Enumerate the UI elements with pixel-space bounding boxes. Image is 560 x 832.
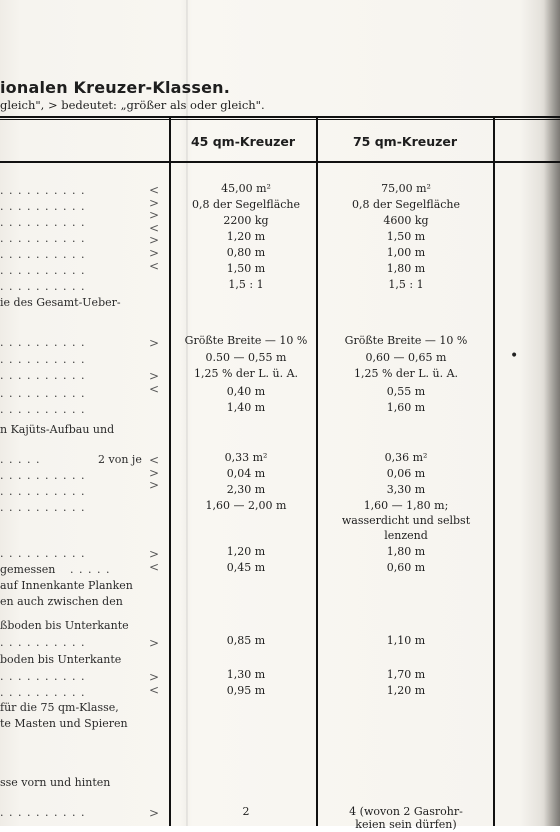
value-75: 1,00 m [386, 246, 426, 259]
dot-leader: . . . . . . . . . . [0, 469, 86, 482]
relation-symbols: > < [148, 670, 160, 697]
value-45: 1,30 m [226, 668, 266, 681]
dot-leader: . . . . . . . . . . [0, 200, 86, 213]
value-45: 1,20 m [226, 545, 266, 558]
dot-leader: . . . . . . . . . . [0, 264, 86, 277]
value-75: 0,55 m [386, 385, 426, 398]
column-header-75: 75 qm-Kreuzer [352, 134, 458, 149]
value-45: 0,85 m [226, 634, 266, 647]
dot-leader: . . . . . . . . . . [0, 806, 86, 819]
value-45: 0,33 m² [224, 451, 268, 464]
value-75: 0,60 m [386, 561, 426, 574]
value-75: 1,20 m [386, 684, 426, 697]
relation-symbols: > < [148, 547, 160, 574]
row-label-fragment: 2 von je [98, 453, 142, 466]
value-45: 0,04 m [226, 467, 266, 480]
value-75: 1,50 m [386, 230, 426, 243]
relation-symbols: < > > < > > < [148, 183, 160, 273]
value-45: 2,30 m [226, 483, 266, 496]
dot-leader: . . . . . . . . . . [0, 369, 86, 382]
dot-leader: . . . . . . . . . . [0, 485, 86, 498]
value-75: 4 (wovon 2 Gasrohr- [349, 805, 463, 818]
value-75: 0,60 — 0,65 m [365, 351, 447, 364]
table-header-rule [0, 161, 560, 163]
dot-leader: . . . . . . . . . . [0, 387, 86, 400]
value-75: 0,36 m² [384, 451, 428, 464]
value-45: 1,20 m [226, 230, 266, 243]
row-label-fragment: ßboden bis Unterkante [0, 619, 129, 632]
value-45: 2 [242, 805, 250, 818]
dot-leader: . . . . . . . . . . [0, 686, 86, 699]
value-45: 1,50 m [226, 262, 266, 275]
dot-leader: . . . . . . . . . . [0, 336, 86, 349]
dot-leader: . . . . . . . . . . [0, 501, 86, 514]
value-75: 1,70 m [386, 668, 426, 681]
value-45: Größte Breite — 10 % [184, 334, 308, 347]
value-45: 0,80 m [226, 246, 266, 259]
value-75: 1,60 m [386, 401, 426, 414]
dot-leader: . . . . . . . . . . [0, 280, 86, 293]
row-label-fragment: te Masten und Spieren [0, 717, 128, 730]
value-75: 1,10 m [386, 634, 426, 647]
row-label-fragment: für die 75 qm-Klasse, [0, 701, 119, 714]
relation-symbols: > [148, 806, 160, 820]
dot-leader: . . . . . . . . . . [0, 670, 86, 683]
relation-symbols: > [148, 636, 160, 650]
value-45: 1,5 : 1 [228, 278, 264, 291]
value-45: 0,95 m [226, 684, 266, 697]
value-45: 0.50 — 0,55 m [205, 351, 287, 364]
value-45: 0,45 m [226, 561, 266, 574]
page-edge-shadow [544, 0, 560, 826]
value-75: 1,5 : 1 [388, 278, 424, 291]
dot-leader: . . . . . . . . . . [0, 547, 86, 560]
value-75: 1,80 m [386, 262, 426, 275]
row-label-fragment: gemessen [0, 563, 56, 576]
row-label-fragment: sse vorn und hinten [0, 776, 111, 789]
value-75: lenzend [384, 529, 428, 542]
relation-symbols: > [148, 336, 160, 350]
dot-leader: . . . . . . . . . . [0, 248, 86, 261]
value-75: 0,06 m [386, 467, 426, 480]
column-header-45: 45 qm-Kreuzer [190, 134, 296, 149]
column-divider-left [169, 118, 171, 826]
dot-leader: . . . . . . . . . . [0, 636, 86, 649]
value-75: wasserdicht und selbst [341, 514, 471, 527]
value-75: 1,25 % der L. ü. A. [353, 367, 459, 380]
value-45: 1,25 % der L. ü. A. [193, 367, 299, 380]
value-45: 0,8 der Segelfläche [191, 198, 301, 211]
value-45: 45,00 m² [221, 182, 271, 195]
value-75: 3,30 m [386, 483, 426, 496]
row-label-fragment: ie des Gesamt-Ueber- [0, 296, 121, 309]
dot-leader: . . . . . [0, 453, 41, 466]
page-title: ionalen Kreuzer-Klassen. [0, 78, 231, 97]
dot-leader: . . . . . . . . . . [0, 216, 86, 229]
row-label-fragment: auf Innenkante Planken [0, 579, 133, 592]
dot-leader: . . . . . . . . . . [0, 403, 86, 416]
value-75: 4600 kg [383, 214, 429, 227]
value-75: 0,8 der Segelfläche [351, 198, 461, 211]
value-45: 2200 kg [223, 214, 269, 227]
dot-leader: . . . . . . . . . . [0, 353, 86, 366]
table-top-rule [0, 116, 560, 118]
value-75: 75,00 m² [381, 182, 431, 195]
relation-symbols: > < [148, 369, 160, 396]
relation-symbols: < > > [148, 453, 160, 493]
dot-leader: . . . . . [70, 563, 111, 576]
row-label-fragment: boden bis Unterkante [0, 653, 122, 666]
page-subtitle: gleich", > bedeutet: „größer als oder gleich". [0, 98, 265, 112]
value-75: Größte Breite — 10 % [344, 334, 468, 347]
value-45: 1,40 m [226, 401, 266, 414]
value-75: 1,60 — 1,80 m; [363, 499, 449, 512]
dot-leader: . . . . . . . . . . [0, 184, 86, 197]
row-label-fragment: n Kajüts-Aufbau und [0, 423, 115, 436]
row-label-fragment: en auch zwischen den [0, 595, 123, 608]
value-45: 1,60 — 2,00 m [205, 499, 287, 512]
value-45: 0,40 m [226, 385, 266, 398]
value-75: keien sein dürfen) [355, 818, 457, 831]
stray-mark: • [510, 348, 519, 364]
value-75: 1,80 m [386, 545, 426, 558]
table-top-rule-thin [0, 119, 560, 120]
dot-leader: . . . . . . . . . . [0, 232, 86, 245]
